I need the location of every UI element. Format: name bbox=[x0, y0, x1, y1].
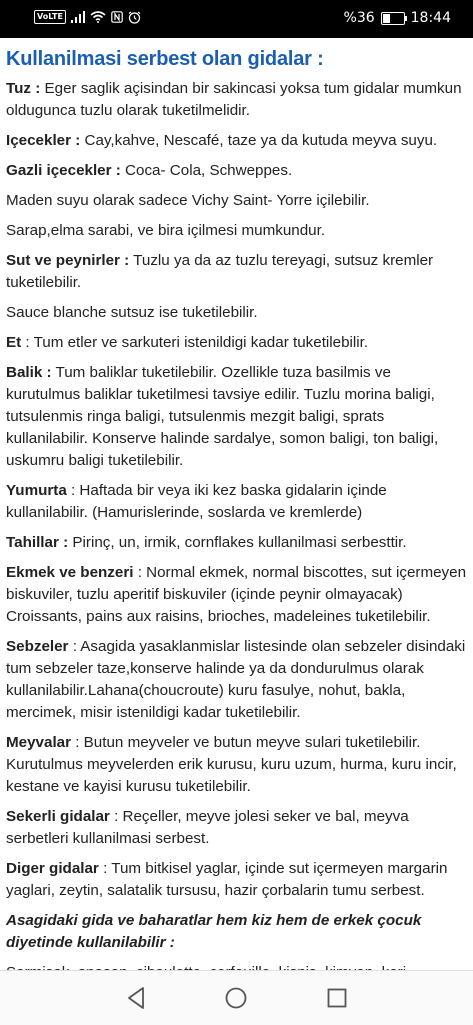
article-paragraph bbox=[6, 532, 467, 554]
nfc-icon bbox=[111, 11, 123, 23]
paragraph-text: Coca- Cola, Schweppes. bbox=[120, 162, 293, 179]
article-paragraph bbox=[6, 130, 467, 152]
paragraph-label: Yumurta bbox=[6, 482, 67, 499]
paragraph-label: Et bbox=[6, 334, 22, 351]
paragraph-text: : Reçeller, meyve jolesi seker ve bal, meyva serbetleri kullanilmasi serbest. bbox=[6, 808, 409, 847]
paragraph-label: Içecekler : bbox=[6, 132, 81, 149]
paragraph-text: Sauce blanche sutsuz ise tuketilebilir. bbox=[6, 304, 258, 321]
signal-icon bbox=[71, 11, 85, 23]
article-paragraph bbox=[6, 250, 467, 294]
status-left bbox=[34, 10, 141, 24]
article-title: Kullanilmasi serbest olan gidalar : bbox=[6, 48, 324, 70]
back-icon[interactable] bbox=[121, 983, 151, 1013]
article-paragraph bbox=[6, 302, 467, 324]
recent-apps-icon[interactable] bbox=[322, 983, 352, 1013]
paragraph-label: Balik : bbox=[6, 364, 52, 381]
paragraph-label: Gazli içecekler : bbox=[6, 162, 121, 179]
paragraph-text: Maden suyu olarak sadece Vichy Saint- Yorre içilebilir. bbox=[6, 192, 370, 209]
paragraph-text: : Normal ekmek, normal biscottes, sut içermeyen biskuviler, tuzlu aperitif biskuviler (içinde peynir olmayacak) Croissants, pains aux raisins, brioches, madeleines tuketilebilir. bbox=[6, 564, 467, 625]
paragraph-text: Tuzlu ya da az tuzlu tereyagi, sutsuz kremler tuketilebilir. bbox=[6, 252, 434, 291]
article-paragraph bbox=[6, 636, 467, 724]
article-paragraph bbox=[6, 562, 467, 628]
paragraph-label: Sut ve peynirler : bbox=[6, 252, 130, 269]
article-content[interactable] bbox=[0, 38, 473, 970]
paragraph-label: Meyvalar bbox=[6, 734, 72, 751]
article-paragraph bbox=[6, 190, 467, 212]
alarm-icon bbox=[128, 11, 141, 24]
article-body bbox=[0, 78, 473, 902]
paragraph-text: : Asagida yasaklanmislar listesinde olan sebzeler disindaki tum sebzeler taze,konserve halinde ya da dondurulmus olarak kullanilabilir.Lahana(choucroute) kuru fasulye, nohut, bakla, mercimek, misir istenildigi kadar tuketilebilir. bbox=[6, 638, 466, 721]
paragraph-label: Sekerli gidalar bbox=[6, 808, 110, 825]
clock: 18:44 bbox=[410, 10, 451, 26]
paragraph-label: Tuz : bbox=[6, 80, 41, 97]
article-paragraph bbox=[6, 332, 467, 354]
spice-subheading: Asagidaki gida ve baharatlar hem kiz hem de erkek çocuk diyetinde kullanilabilir : bbox=[6, 912, 422, 951]
article-paragraph bbox=[6, 732, 467, 798]
paragraph-text: Tum baliklar tuketilebilir. Ozellikle tuza basilmis ve kurutulmus baliklar tuketilmesi tavsiye edilir. Tuzlu morina baligi, tutsulenmis ringa baligi, tutsulenmis mezgit baligi, sprats kullanilabilir. Konserve halinde sardalye, somon baligi, ton baligi, uskumru baligi tuketilebilir. bbox=[6, 364, 439, 469]
article-paragraph bbox=[6, 78, 467, 122]
wifi-icon bbox=[90, 11, 106, 23]
battery-icon bbox=[381, 12, 405, 25]
paragraph-text: : Tum bitkisel yaglar, içinde sut içermeyen margarin yaglari, zeytin, salatalik tursusu, hazir çorbalarin tumu serbest. bbox=[6, 860, 448, 899]
navigation-bar bbox=[0, 970, 473, 1025]
battery-level bbox=[383, 14, 390, 23]
article-paragraph bbox=[6, 858, 467, 902]
paragraph-text: : Tum etler ve sarkuteri istenildigi kadar tuketilebilir. bbox=[21, 334, 369, 351]
article-paragraph bbox=[6, 480, 467, 524]
article-paragraph bbox=[6, 362, 467, 472]
paragraph-text: : Haftada bir veya iki kez baska gidalarin içinde kullanilabilir. (Hamurislerinde, soslarda ve kremlerde) bbox=[6, 482, 387, 521]
volte-badge: VoLTE bbox=[34, 10, 66, 24]
paragraph-label: Diger gidalar bbox=[6, 860, 99, 877]
paragraph-text: : Butun meyveler ve butun meyve sulari tuketilebilir. Kurutulmus meyvelerden erik kurusu, kuru uzum, hurma, kuru incir, kestane ve kayisi kurusu tuketilebilir. bbox=[6, 734, 457, 795]
paragraph-text: Eger saglik açisindan bir sakincasi yoksa tum gidalar mumkun oldugunca tuzlu olarak tuketilmelidir. bbox=[6, 80, 462, 119]
article-paragraph bbox=[6, 806, 467, 850]
status-right bbox=[344, 10, 451, 26]
paragraph-label: Sebzeler bbox=[6, 638, 69, 655]
paragraph-label: Ekmek ve benzeri bbox=[6, 564, 134, 581]
paragraph-text: Cay,kahve, Nescafé, taze ya da kutuda meyva suyu. bbox=[80, 132, 438, 149]
status-bar bbox=[0, 0, 473, 38]
battery-tip bbox=[405, 16, 407, 21]
article-paragraph bbox=[6, 220, 467, 242]
paragraph-text: Pirinç, un, irmik, cornflakes kullanilmasi serbesttir. bbox=[68, 534, 407, 551]
paragraph-label: Tahillar : bbox=[6, 534, 69, 551]
battery-percent: %36 bbox=[343, 10, 375, 26]
paragraph-text: Sarap,elma sarabi, ve bira içilmesi mumkundur. bbox=[6, 222, 326, 239]
article-paragraph bbox=[6, 160, 467, 182]
home-icon[interactable] bbox=[221, 983, 251, 1013]
